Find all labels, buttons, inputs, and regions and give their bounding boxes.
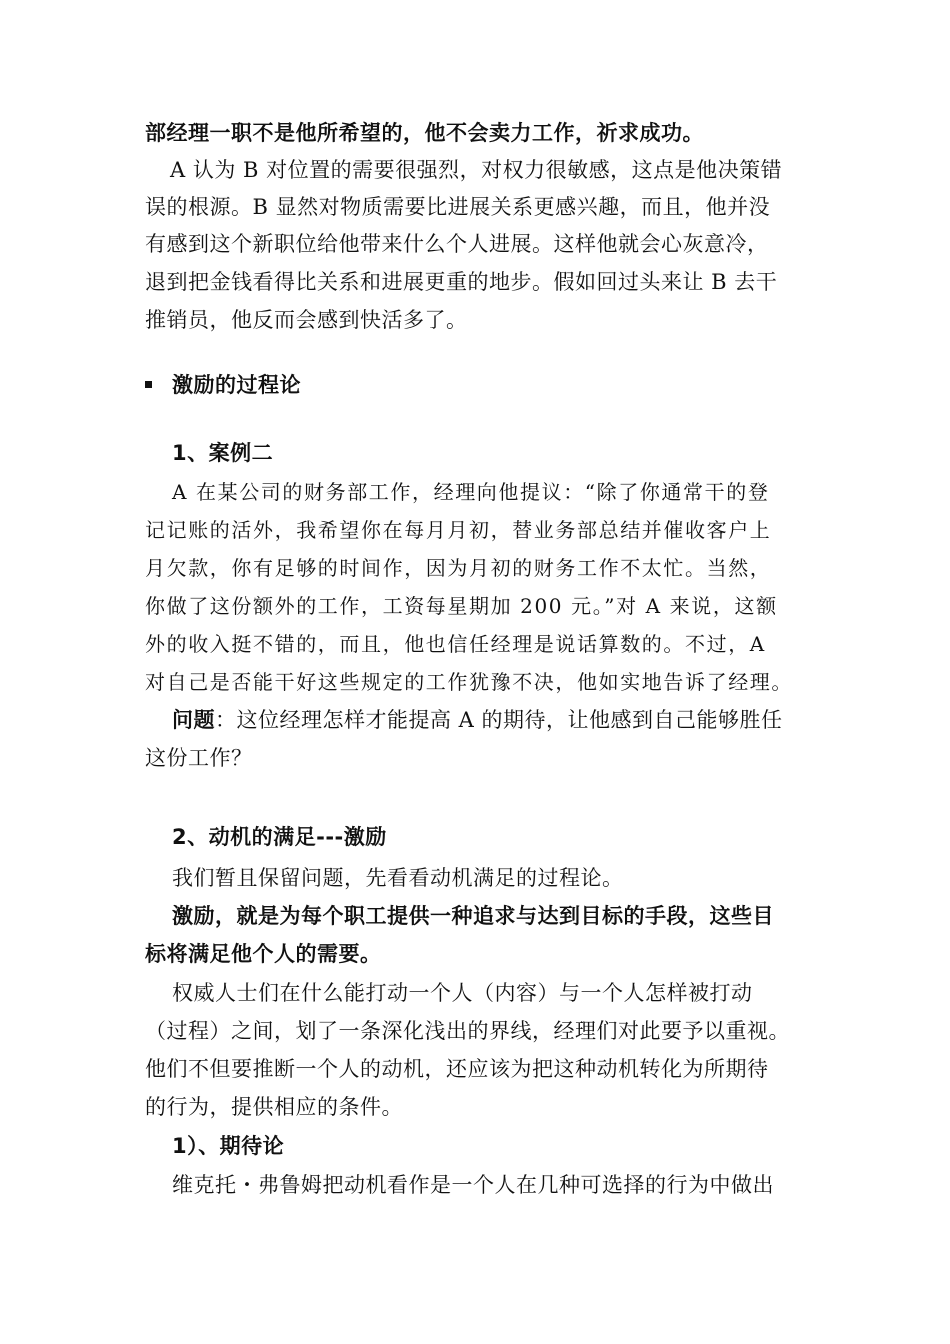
question-line-2: 这份工作？ [145, 746, 253, 770]
bullet-square-icon [145, 381, 152, 388]
motive-heading: 2、动机的满足---激励 [172, 825, 387, 849]
section-title: 激励的过程论 [172, 373, 301, 397]
motive-paragraph-line: 的行为，提供相应的条件。 [145, 1095, 403, 1119]
question-text: ：这位经理怎样才能提高 A 的期待，让他感到自己能够胜任 [215, 708, 783, 732]
motive-paragraph-line: 权威人士们在什么能打动一个人（内容）与一个人怎样被打动 [172, 981, 753, 1005]
case2-line: A 在某公司的财务部工作，经理向他提议：“除了你通常干的登 [172, 480, 770, 504]
intro-paragraph-line: 退到把金钱看得比关系和进展更重的地步。假如回过头来让 B 去干 [145, 270, 778, 294]
motive-bold-line: 激励，就是为每个职工提供一种追求与达到目标的手段，这些目 [172, 904, 774, 928]
intro-bold-line: 部经理一职不是他所希望的，他不会卖力工作，祈求成功。 [145, 121, 704, 145]
motive-paragraph-line: （过程）之间，划了一条深化浅出的界线，经理们对此要予以重视。 [145, 1019, 790, 1043]
question-label: 问题 [172, 708, 215, 732]
case2-line: 你做了这份额外的工作，工资每星期加 200 元。”对 A 来说，这额 [145, 594, 778, 618]
intro-paragraph-line: 有感到这个新职位给他带来什么个人进展。这样他就会心灰意冷， [145, 232, 769, 256]
case2-line: 外的收入挺不错的，而且，他也信任经理是说话算数的。不过，A [145, 632, 766, 656]
intro-paragraph-line: A 认为 B 对位置的需要很强烈，对权力很敏感，这点是他决策错 [170, 158, 783, 182]
case2-heading: 1、案例二 [172, 441, 274, 465]
motive-paragraph-line: 他们不但要推断一个人的动机，还应该为把这种动机转化为所期待 [145, 1057, 769, 1081]
motive-bold-line: 标将满足他个人的需要。 [145, 942, 382, 966]
intro-paragraph-line: 推销员，他反而会感到快活多了。 [145, 308, 468, 332]
case2-line: 对自己是否能干好这些规定的工作犹豫不决，他如实地告诉了经理。 [145, 670, 793, 694]
question-line [172, 705, 783, 735]
case2-line: 记记账的活外，我希望你在每月月初，替业务部总结并催收客户上 [145, 518, 772, 542]
expect-line: 维克托・弗鲁姆把动机看作是一个人在几种可选择的行为中做出 [172, 1173, 774, 1197]
expect-heading: 1）、期待论 [172, 1134, 285, 1158]
motive-line: 我们暂且保留问题，先看看动机满足的过程论。 [172, 866, 624, 890]
intro-paragraph-line: 误的根源。B 显然对物质需要比进展关系更感兴趣，而且，他并没 [145, 195, 771, 219]
case2-line: 月欠款，你有足够的时间作，因为月初的财务工作不太忙。当然， [145, 556, 772, 580]
